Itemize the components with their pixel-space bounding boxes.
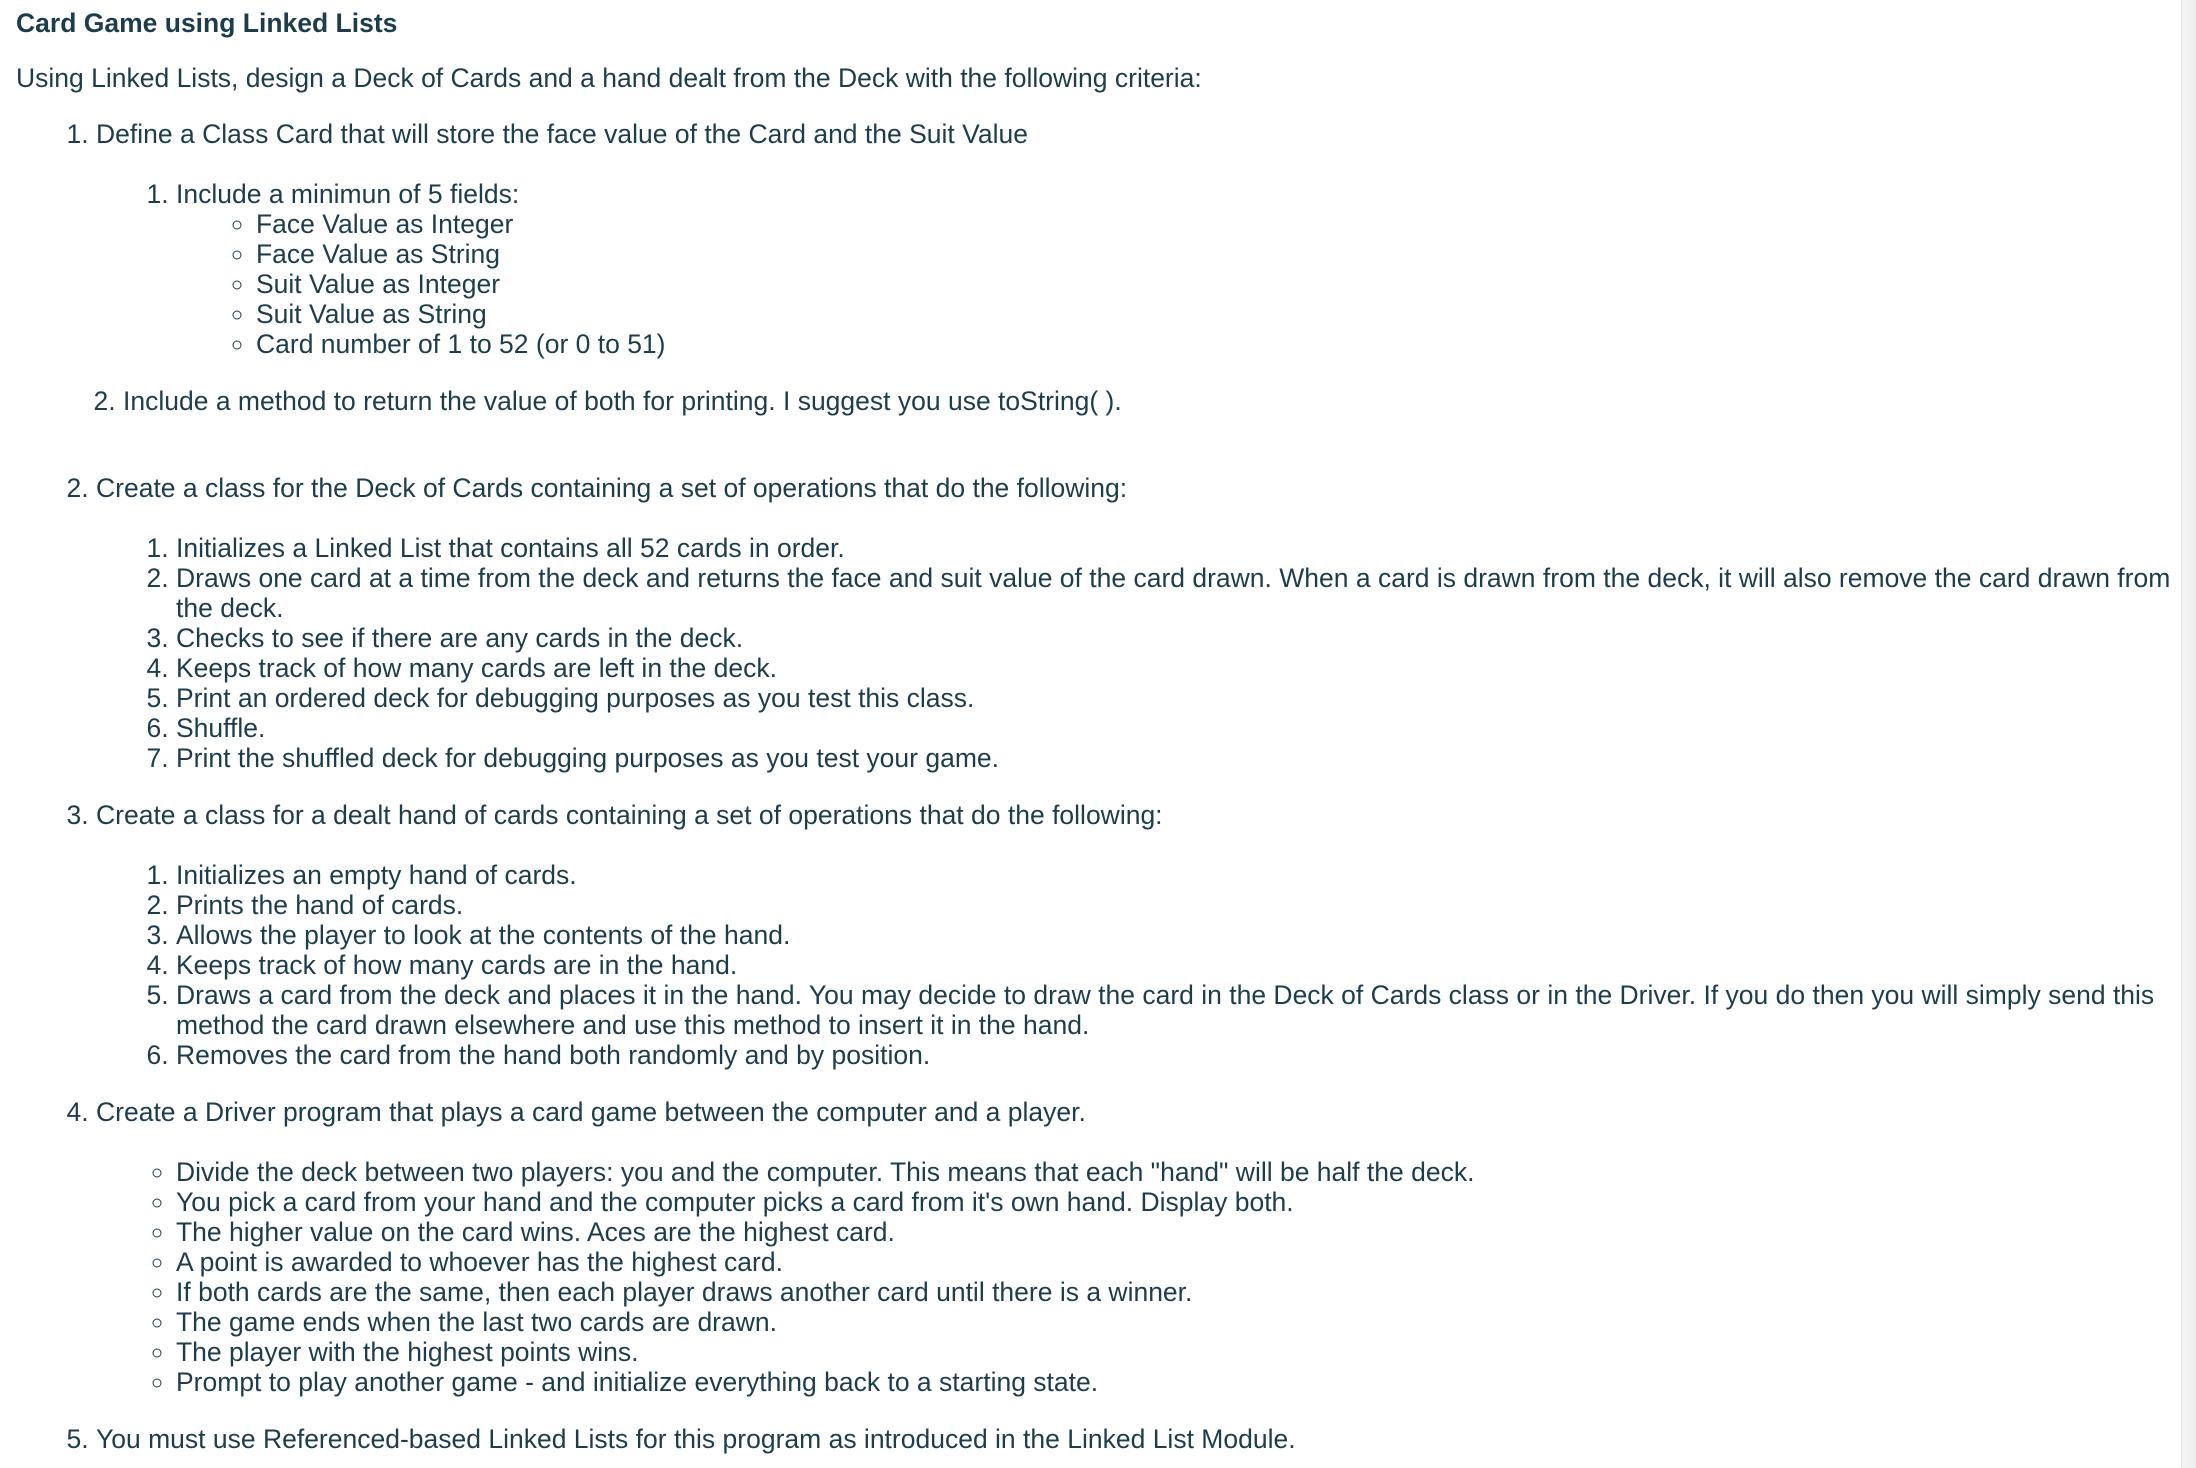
card-fields-list: [176, 209, 2166, 359]
page-title: Card Game using Linked Lists: [16, 8, 398, 38]
requirement-item-2: [96, 473, 2171, 773]
requirement-item-5: [96, 1424, 2166, 1454]
deck-operation-item: 1. Initializes a Linked List that contains all 52 cards in order.: [176, 533, 2166, 563]
requirement-item-1: [96, 119, 2166, 416]
deck-operations-list: [96, 533, 2171, 773]
card-field-item: ◦ Suit Value as String: [256, 299, 2166, 329]
deck-operation-item: 5. Print an ordered deck for debugging purposes as you test this class.: [176, 683, 2166, 713]
deck-operation-item: 4. Keeps track of how many cards are left in the deck.: [176, 653, 2166, 683]
requirement-5-text: You must use Referenced-based Linked Lists for this program as introduced in the Linked List Module.: [96, 1424, 1296, 1454]
hand-operation-item: 6. Removes the card from the hand both randomly and by position.: [176, 1040, 2166, 1070]
card-class-subitem-1: [176, 179, 2166, 359]
hand-operation-item: 3. Allows the player to look at the contents of the hand.: [176, 920, 2166, 950]
hand-operations-list: [96, 860, 2166, 1070]
driver-rule-item: ◦ A point is awarded to whoever has the highest card.: [176, 1247, 2166, 1277]
requirements-list: [16, 119, 2171, 1454]
requirement-4-text: Create a Driver program that plays a card game between the computer and a player.: [96, 1097, 1086, 1127]
driver-rule-item: ◦ You pick a card from your hand and the computer picks a card from it's own hand. Display both.: [176, 1187, 2166, 1217]
driver-rule-item: ◦ The game ends when the last two cards are drawn.: [176, 1307, 2166, 1337]
hand-operation-item: 2. Prints the hand of cards.: [176, 890, 2166, 920]
driver-rule-item: ◦ Divide the deck between two players: you and the computer. This means that each "hand" will be half the deck.: [176, 1157, 2166, 1187]
hand-operation-item: 1. Initializes an empty hand of cards.: [176, 860, 2166, 890]
requirement-3-text: Create a class for a dealt hand of cards containing a set of operations that do the following:: [96, 800, 1163, 830]
requirement-item-4: [96, 1097, 2166, 1397]
intro-paragraph: Using Linked Lists, design a Deck of Cards and a hand dealt from the Deck with the following criteria:: [16, 63, 1202, 93]
driver-rule-item: ◦ The player with the highest points wins.: [176, 1337, 2166, 1367]
deck-operation-item: 3. Checks to see if there are any cards in the deck.: [176, 623, 2166, 653]
requirement-1-text: Define a Class Card that will store the face value of the Card and the Suit Value: [96, 119, 1028, 149]
deck-operation-item: 7. Print the shuffled deck for debugging purposes as you test your game.: [176, 743, 2166, 773]
card-class-subitem-2: 2. Include a method to return the value of both for printing. I suggest you use toString( ).: [123, 386, 2166, 416]
card-field-item: ◦ Face Value as String: [256, 239, 2166, 269]
hand-operation-item: 4. Keeps track of how many cards are in the hand.: [176, 950, 2166, 980]
scrollbar[interactable]: [2181, 0, 2196, 1468]
deck-operation-item: 2. Draws one card at a time from the deck and returns the face and suit value of the card drawn. When a card is drawn from the deck, it will also remove the card drawn from the deck.: [176, 563, 2196, 623]
requirement-2-text: Create a class for the Deck of Cards containing a set of operations that do the following:: [96, 473, 1128, 503]
requirement-item-3: [96, 800, 2166, 1070]
driver-rule-item: ◦ The higher value on the card wins. Aces are the highest card.: [176, 1217, 2166, 1247]
driver-rules-list: [96, 1157, 2166, 1397]
driver-rule-item: ◦ If both cards are the same, then each player draws another card until there is a winner.: [176, 1277, 2166, 1307]
card-fields-text: Include a minimun of 5 fields:: [176, 179, 520, 209]
card-field-item: ◦ Suit Value as Integer: [256, 269, 2166, 299]
hand-operation-item: 5. Draws a card from the deck and places it in the hand. You may decide to draw the card in the Deck of Cards class or in the Driver. If you do then you will simply send this method the card drawn elsewhere and use this method to insert it in the hand.: [176, 980, 2196, 1040]
card-field-item: ◦ Face Value as Integer: [256, 209, 2166, 239]
card-class-sublist: [96, 179, 2166, 416]
card-field-item: ◦ Card number of 1 to 52 (or 0 to 51): [256, 329, 2166, 359]
deck-operation-item: 6. Shuffle.: [176, 713, 2166, 743]
driver-rule-item: ◦ Prompt to play another game - and initialize everything back to a starting state.: [176, 1367, 2166, 1397]
